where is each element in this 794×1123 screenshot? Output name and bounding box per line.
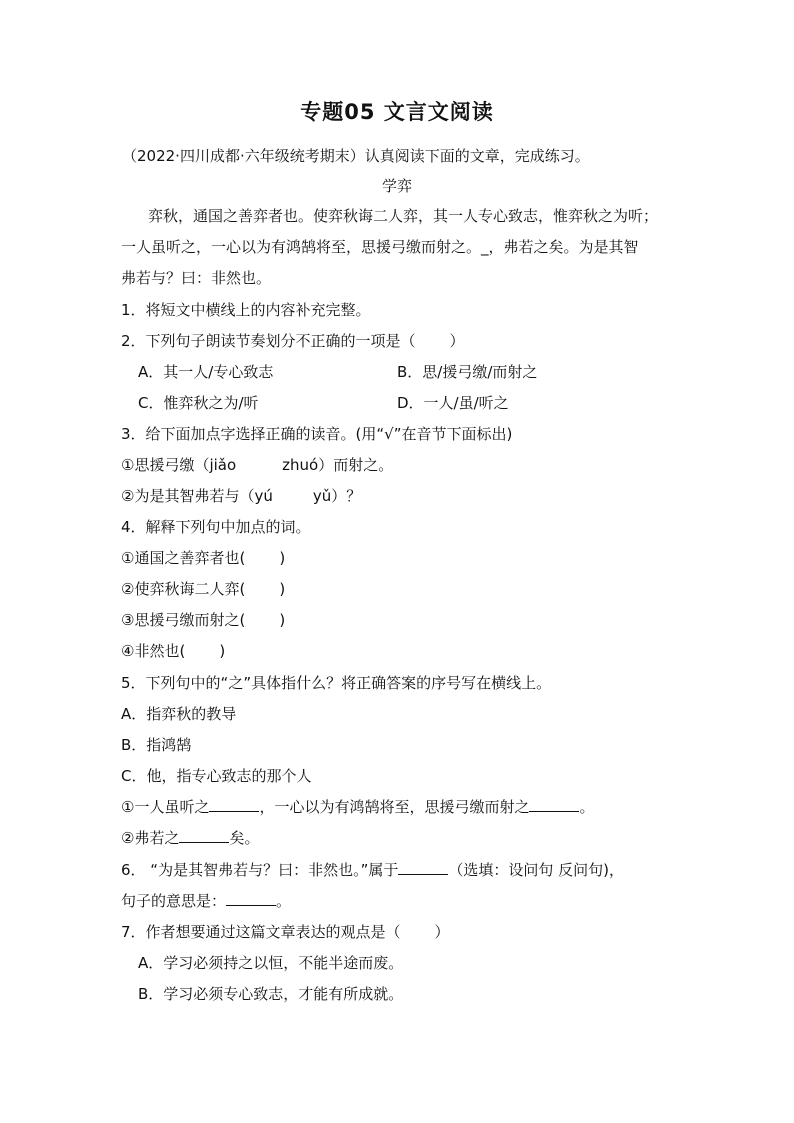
- paren-close: ): [219, 642, 226, 660]
- question-5-item-1-text: ①一人虽听之: [121, 798, 210, 816]
- question-3-item-1-text: ①思援弓缴（jiǎo: [121, 456, 237, 474]
- question-2-stem-close: ）: [449, 332, 465, 350]
- question-4-item-3-text: ③思援弓缴而射之(: [121, 611, 246, 629]
- question-4-item-4-text: ④非然也(: [121, 642, 186, 660]
- answer-blank[interactable]: [529, 797, 579, 812]
- page-title: 专题05 文言文阅读: [300, 100, 494, 124]
- question-5-item-1: [121, 797, 594, 817]
- question-3: 3．给下面加点字选择正确的读音。(用“√”在音节下面标出): [121, 425, 513, 443]
- question-5-item-1-text-2: ，一心以为有鸿鹄将至，思援弓缴而射之: [259, 798, 530, 816]
- question-2: [121, 331, 465, 351]
- question-7: [121, 922, 450, 942]
- question-5: 5．下列句中的“之”具体指什么？将正确答案的序号写在横线上。: [121, 674, 552, 692]
- answer-blank[interactable]: [398, 860, 448, 875]
- question-5-option-c: C．他，指专心致志的那个人: [121, 767, 312, 785]
- passage-line-3: 弗若与？曰：非然也。: [121, 269, 272, 287]
- question-3-item-2: [121, 486, 361, 506]
- question-4: 4．解释下列句中加点的词。: [121, 518, 311, 536]
- question-4-item-4: [121, 641, 225, 661]
- question-3-item-2-text: ②为是其智弗若与（yú: [121, 487, 273, 505]
- question-2-option-a: A．其一人/专心致志: [138, 363, 274, 381]
- question-5-item-1-end: 。: [579, 798, 595, 816]
- question-6-line-2: [121, 891, 291, 911]
- passage-line-2: 一人虽听之，一心以为有鸿鹄将至，思援弓缴而射之。_，弗若之矣。为是其智: [121, 238, 639, 256]
- question-4-item-1: [121, 548, 285, 568]
- question-5-option-b: B．指鸿鹄: [121, 736, 192, 754]
- question-3-item-1: [121, 455, 393, 475]
- question-1: 1．将短文中横线上的内容补充完整。: [121, 301, 371, 319]
- question-5-item-2-end: 矣。: [229, 829, 260, 847]
- question-5-item-2: [121, 828, 259, 848]
- question-7-stem-close: ）: [434, 923, 450, 941]
- question-3-item-1-option: zhuó）而射之。: [282, 456, 394, 474]
- question-6-end: 。: [276, 892, 292, 910]
- question-6-stem: 6． “为是其智弗若与？曰：非然也。”属于: [121, 861, 399, 879]
- question-7-option-b: B．学习必须专心致志，才能有所成就。: [138, 985, 404, 1003]
- question-4-item-1-text: ①通国之善弈者也(: [121, 549, 246, 567]
- passage-title: 学弈: [381, 177, 412, 195]
- question-6: [121, 860, 624, 880]
- question-2-stem: 2．下列句子朗读节奏划分不正确的一项是（: [121, 332, 416, 350]
- question-6-choices: （选填：设问句 反问句)，: [448, 861, 624, 879]
- question-source: （2022·四川成都·六年级统考期末）认真阅读下面的文章，完成练习。: [122, 147, 590, 165]
- question-6-meaning-label: 句子的意思是：: [121, 892, 227, 910]
- question-4-item-2: [121, 579, 285, 599]
- question-5-item-2-text: ②弗若之: [121, 829, 180, 847]
- question-7-stem: 7．作者想要通过这篇文章表达的观点是（: [121, 923, 401, 941]
- question-4-item-3: [121, 610, 285, 630]
- question-7-option-a: A．学习必须持之以恒，不能半途而废。: [138, 954, 404, 972]
- question-4-item-2-text: ②使弈秋诲二人弈(: [121, 580, 246, 598]
- question-5-option-a: A．指弈秋的教导: [121, 705, 237, 723]
- paren-close: ): [279, 580, 286, 598]
- question-2-option-c: C．惟弈秋之为/听: [138, 394, 259, 412]
- answer-blank[interactable]: [209, 797, 259, 812]
- question-3-item-2-option: yǔ）？: [312, 487, 362, 505]
- question-2-option-b: B．思/援弓缴/而射之: [397, 363, 538, 381]
- paren-close: ): [279, 549, 286, 567]
- answer-blank[interactable]: [226, 891, 276, 906]
- paren-close: ): [279, 611, 286, 629]
- passage-line-1: 弈秋，通国之善弈者也。使弈秋诲二人弈，其一人专心致志，惟弈秋之为听；: [148, 207, 659, 225]
- answer-blank[interactable]: [179, 828, 229, 843]
- question-2-option-d: D．一人/虽/听之: [397, 394, 509, 412]
